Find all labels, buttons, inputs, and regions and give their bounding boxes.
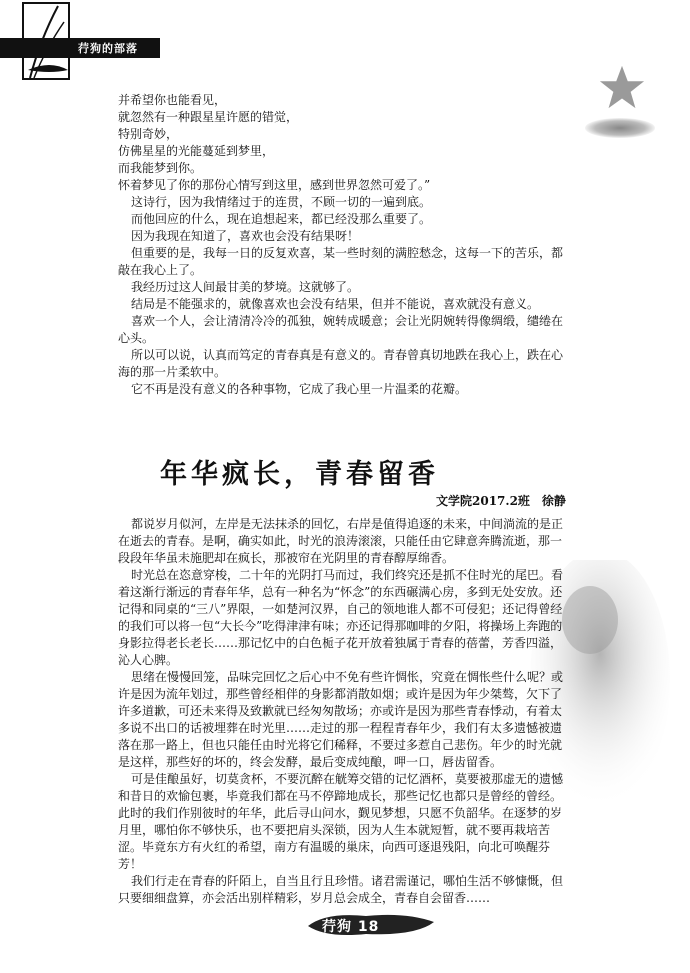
- poem-section: [118, 92, 568, 398]
- article-paragraph: 都说岁月似河，左岸是无法抹杀的回忆，右岸是值得追逐的未来，中间淌流的是正在逝去的青春。是啊，确实如此，时光的浪涛滚滚，只能任由它肆意奔腾流逝，那一段段年华虽未施肥却在疯长，那被帘在光阴里的青春醇厚绵香。: [118, 517, 564, 565]
- poem-line: 仿佛星星的光能蔓延到梦里，: [118, 144, 275, 158]
- poem-line: 它不再是没有意义的各种事物，它成了我心里一片温柔的花瓣。: [131, 382, 468, 396]
- poem-line: 结局是不能强求的，就像喜欢也会没有结果，但并不能说，喜欢就没有意义。: [131, 297, 540, 311]
- poem-line: 并希望你也能看见，: [118, 93, 227, 107]
- header-label: 荇狗的部落: [78, 42, 138, 55]
- article-paragraph: 思绪在慢慢回笼，品味完回忆之后心中不免有些许惆怅，究竟在惆怅些什么呢？或许是因为流年划过，那些曾经相伴的身影都消散如烟；或许是因为年少桀骜，欠下了许多道歉，可还未来得及致歉就已经匆匆散场；亦或许是因为那些青春悸动，有着太多说不出口的话被埋葬在时光里……走过的那一程程青春年少，我们有太多遗憾被遗落在那一路上，但也只能任由时光将它们稀释，不要过多惹自己悲伤。年少的时光就是这样，那些好的坏的，终会发酵，最后变成纯酿，呷一口，唇齿留香。: [118, 670, 564, 769]
- article-paragraph: 时光总在恣意穿梭，二十年的光阴打马而过，我们终究还是抓不住时光的尾巴。看着这渐行渐远的青春年华，总有一种名为“怀念”的东西碾满心房，多到无处安放。还记得和同桌的“三八”界限，一如楚河汉界，自己的领地谁人都不可侵犯；还记得曾经的我们可以将一包“大长今”吃得津津有味；亦还记得那咖啡的夕阳，将操场上奔跑的身影拉得老长老长……那记忆中的白色栀子花开放着独属于青春的蓓蕾，芳香四溢，沁人心脾。: [118, 568, 564, 667]
- poem-line: 所以可以说，认真而笃定的青春真是有意义的。青春曾真切地跌在我心上，跌在心海的那一片柔软中。: [118, 348, 564, 379]
- poem-line: 怀着梦见了你的那份心情写到这里，感到世界忽然可爱了。”: [118, 178, 431, 192]
- poem-line: 喜欢一个人，会让清清冷冷的孤独，婉转成暖意；会让光阴婉转得像绸缎，缱绻在心头。: [118, 314, 564, 345]
- poem-line: 因为我现在知道了，喜欢也会没有结果呀！: [131, 229, 360, 243]
- poem-line: 就忽然有一种跟星星许愿的错觉，: [118, 110, 299, 124]
- poem-line: 而他回应的什么，现在追想起来，都已经没那么重要了。: [131, 212, 432, 226]
- poem-line: 但重要的是，我每一日的反复欢喜，某一些时刻的满腔愁念，这每一下的苦乐，都敲在我心上了。: [118, 246, 564, 277]
- article-body: [118, 516, 568, 907]
- header-logo: [0, 0, 160, 80]
- article-byline: 文学院2017.2班 徐静: [436, 494, 566, 508]
- article-paragraph: 可是佳酿虽好，切莫贪杯，不要沉醉在觥筹交错的记忆酒杯，莫要被那虚无的遗憾和昔日的欢愉包裹，毕竟我们都在马不停蹄地成长，那些记忆也都只是曾经的曾经。此时的我们作别彼时的年华，此后寻山问水，觐见梦想，只愿不负韶华。在逐梦的岁月里，哪怕你不够快乐，也不要把肩头深锁，因为人生本就短暂，就不要再栽培苦涩。毕竟东方有火红的希望，南方有温暖的巢床，向西可逐退残阳，向北可唤醒芬芳！: [118, 772, 564, 871]
- article-paragraph: 我们行走在青春的阡陌上，自当且行且珍惜。诸君需谨记，哪怕生活不够慷慨，但只要细细盘算，亦会活出别样精彩，岁月总会成全，青春自会留香……: [118, 874, 564, 905]
- poem-line: 而我能梦到你。: [118, 161, 203, 175]
- article-title: 年华疯长，青春留香: [160, 459, 439, 490]
- star-shadow: [585, 118, 655, 138]
- star-icon: [598, 62, 646, 114]
- poem-line: 特别奇妙，: [118, 127, 179, 141]
- poem-line: 这诗行，因为我情绪过于的连贯，不顾一切的一遍到底。: [131, 195, 432, 209]
- poem-line: 我经历过这人间最甘美的梦境。这就够了。: [131, 280, 360, 294]
- page-number: 荇狗 18: [322, 919, 380, 935]
